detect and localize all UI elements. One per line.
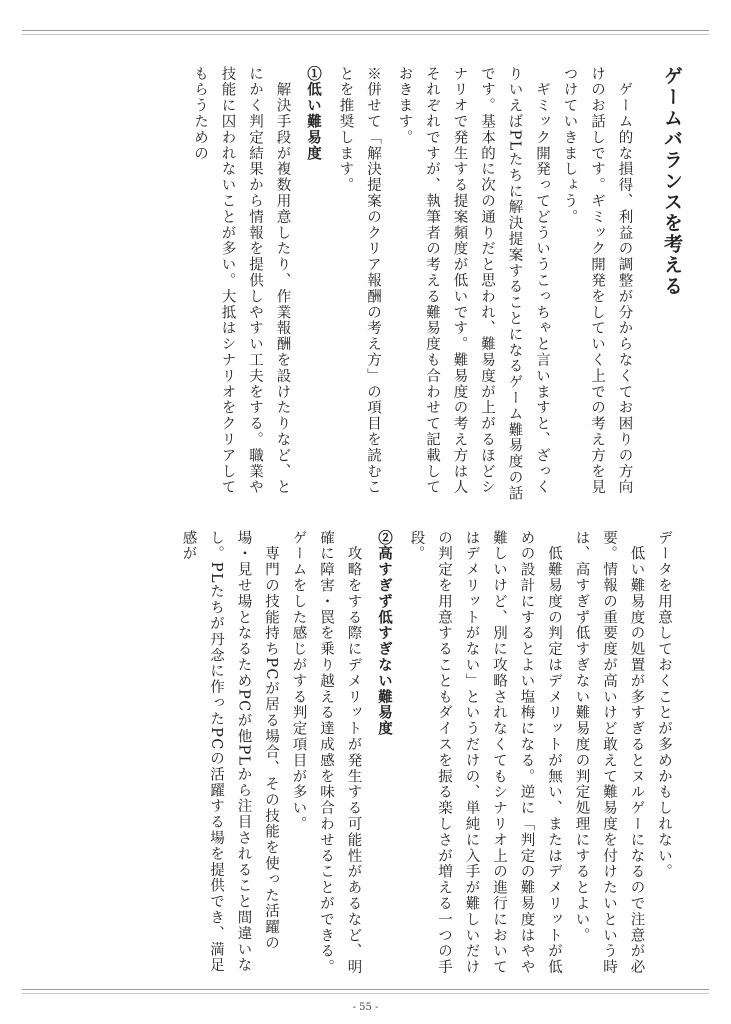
section-heading-low: ①低い難易度 (305, 66, 322, 162)
paragraph: 解決手段が複数用意したり、作業報酬を設けたりなど、とにかく判定結果から情報を提供しやすい工夫をする。職業や技能に囚われないことが多い。大抵はシナリオをクリアしてもらうための (192, 66, 291, 496)
page-number: - 55 - (352, 1002, 379, 1013)
upper-text-block (45, 66, 685, 506)
top-rule-inner (22, 34, 709, 35)
paragraph: ギミック開発ってどういうこっちゃと言いますと、ざっくりいえばPLたちに解決提案することになるゲーム難易度の話です。基本的に次の通りだと思われ、難易度が上がるほどシナリオで発生する提案頻度が低いです。難易度の考え方は人それぞれですが、執筆者の考える難易度も合わせて記載しておきます。 (396, 66, 550, 502)
section-heading-mid: ②高すぎず低すぎない難易度 (376, 530, 393, 737)
note-paragraph: ※併せて「解決提案のクリア報酬の考え方」の項目を読むことを推奨します。 (337, 66, 381, 496)
lower-text-block (57, 530, 677, 980)
paragraph: データを用意しておくことが多めかもしれない。 (656, 530, 672, 880)
paragraph: ゲーム的な損得、利益の調整が分からなくてお困りの方向けのお話しです。ギミック開発をしていく上での考え方を見つけていきましょう。 (561, 66, 633, 496)
paragraph: 低い難易度の処置が多すぎるとヌルゲーになるので注意が必要。情報の重要度が高いけど敢えて難易度を付けたいという時は、高すぎず低すぎない難易度の判定処理にするとよい。 (573, 530, 645, 976)
bottom-rule-inner (22, 993, 709, 994)
bottom-rule (22, 989, 709, 990)
page-title: ゲームバランスを考える (661, 66, 683, 297)
paragraph: 攻略をする際にデメリットが発生する可能性があるなど、明確に障害・罠を乗り越える達成感を味合わせることができる。ゲームをした感じがする判定項目が多い。 (290, 530, 362, 976)
paragraph: 低難易度の判定はデメリットが無い、またはデメリットが低めの設計にするとよい塩梅になる。逆に「判定の難易度はやや難しいけど、別に攻略されなくてもシナリオ上の進行においてはデメリットがない」というだけの、単純に入手が難しいだけの判定を用意することもダイスを振る楽しさが増える一つの手段。 (408, 530, 562, 976)
top-rule (22, 30, 709, 31)
paragraph: 専門の技能持ちPCが居る場合、その技能を使った活躍の場・見せ場となるためPCが他PLから注目されること間違いなし。PLたちが丹念に作ったPCの活躍する場を提供でき、満足感が (180, 530, 279, 974)
